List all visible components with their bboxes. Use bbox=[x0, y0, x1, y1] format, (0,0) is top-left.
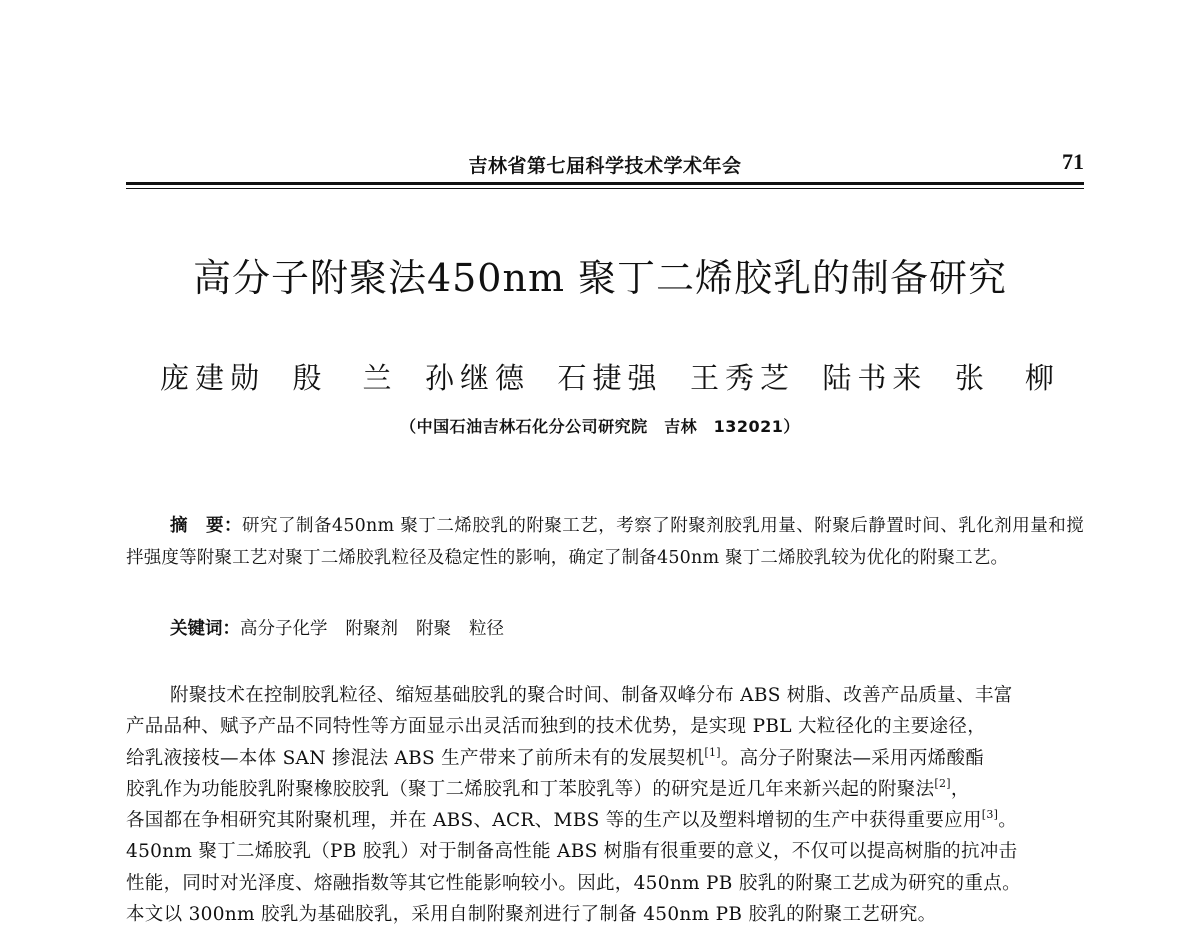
author: 石捷强 bbox=[557, 361, 663, 395]
body-line-text: ， bbox=[950, 778, 970, 800]
body-line-text: 胶乳作为功能胶乳附聚橡胶胶乳（聚丁二烯胶乳和丁苯胶乳等）的研究是近几年来新兴起的附聚法 bbox=[126, 778, 935, 800]
citation-ref: [3] bbox=[981, 808, 999, 822]
body-line-text: 。 bbox=[998, 810, 1018, 832]
body-line-text: 。高分子附聚法—采用丙烯酸酯 bbox=[720, 747, 985, 769]
author: 孙继德 bbox=[424, 361, 530, 395]
affiliation: （中国石油吉林石化分公司研究院 吉林 132021） bbox=[400, 417, 800, 436]
keyword: 粒径 bbox=[469, 619, 504, 639]
author-list bbox=[160, 356, 1060, 397]
body-line: 本文以 300nm 胶乳为基础胶乳，采用自制附聚剂进行了制备 450nm PB 胶乳的附聚工艺研究。 bbox=[126, 904, 937, 926]
author: 陆书来 bbox=[822, 361, 928, 395]
journal-title: 吉林省第七届科学技术学术年会 bbox=[468, 155, 742, 177]
body-line: 附聚技术在控制胶乳粒径、缩短基础胶乳的聚合时间、制备双峰分布 ABS 树脂、改善产品质量、丰富 bbox=[170, 685, 1013, 706]
keywords-label: 关键词： bbox=[170, 619, 240, 639]
abstract-text: 研究了制备450nm 聚丁二烯胶乳的附聚工艺，考察了附聚剂胶乳用量、附聚后静置时间、乳化剂用量和搅拌强度等附聚工艺对聚丁二烯胶乳粒径及稳定性的影响，确定了制备450nm 聚丁二烯胶乳较为优化的附聚工艺。 bbox=[126, 516, 1084, 568]
body-line-text: 各国都在争相研究其附聚机理，并在 ABS、ACR、MBS 等的生产以及塑料增韧的生产中获得重要应用 bbox=[126, 810, 982, 832]
body-line bbox=[126, 743, 1084, 774]
abstract-label: 摘 要： bbox=[170, 516, 242, 536]
body-paragraph bbox=[126, 680, 1084, 930]
keyword: 附聚 bbox=[416, 619, 451, 639]
author: 庞建勋 bbox=[160, 361, 266, 395]
body-line-text: 给乳液接枝—本体 SAN 掺混法 ABS 生产带来了前所未有的发展契机 bbox=[126, 747, 705, 769]
author: 张 柳 bbox=[954, 361, 1060, 395]
page-number: 71 bbox=[1062, 149, 1084, 174]
citation-ref: [2] bbox=[934, 776, 951, 790]
body-line: 性能，同时对光泽度、熔融指数等其它性能影响较小。因此，450nm PB 胶乳的附聚工艺成为研究的重点。 bbox=[126, 872, 1021, 894]
body-line: 产品品种、赋予产品不同特性等方面显示出灵活而独到的技术优势，是实现 PBL 大粒径化的主要途径， bbox=[126, 716, 986, 738]
body-line: 450nm 聚丁二烯胶乳（PB 胶乳）对于制备高性能 ABS 树脂有很重要的意义，不仅可以提高树脂的抗冲击 bbox=[126, 841, 1018, 863]
body-line bbox=[126, 774, 1084, 805]
body-line bbox=[126, 805, 1084, 836]
keyword: 附聚剂 bbox=[345, 619, 398, 639]
paper-title: 高分子附聚法450nm 聚丁二烯胶乳的制备研究 bbox=[192, 256, 1008, 300]
running-header bbox=[126, 146, 1084, 186]
author: 殷 兰 bbox=[292, 361, 398, 395]
keywords bbox=[170, 614, 522, 644]
header-rule-thin bbox=[126, 188, 1084, 189]
keyword: 高分子化学 bbox=[240, 619, 328, 639]
abstract bbox=[126, 510, 1084, 574]
header-rule-thick bbox=[126, 182, 1084, 185]
citation-ref: [1] bbox=[704, 745, 721, 759]
author: 王秀芝 bbox=[689, 361, 795, 395]
